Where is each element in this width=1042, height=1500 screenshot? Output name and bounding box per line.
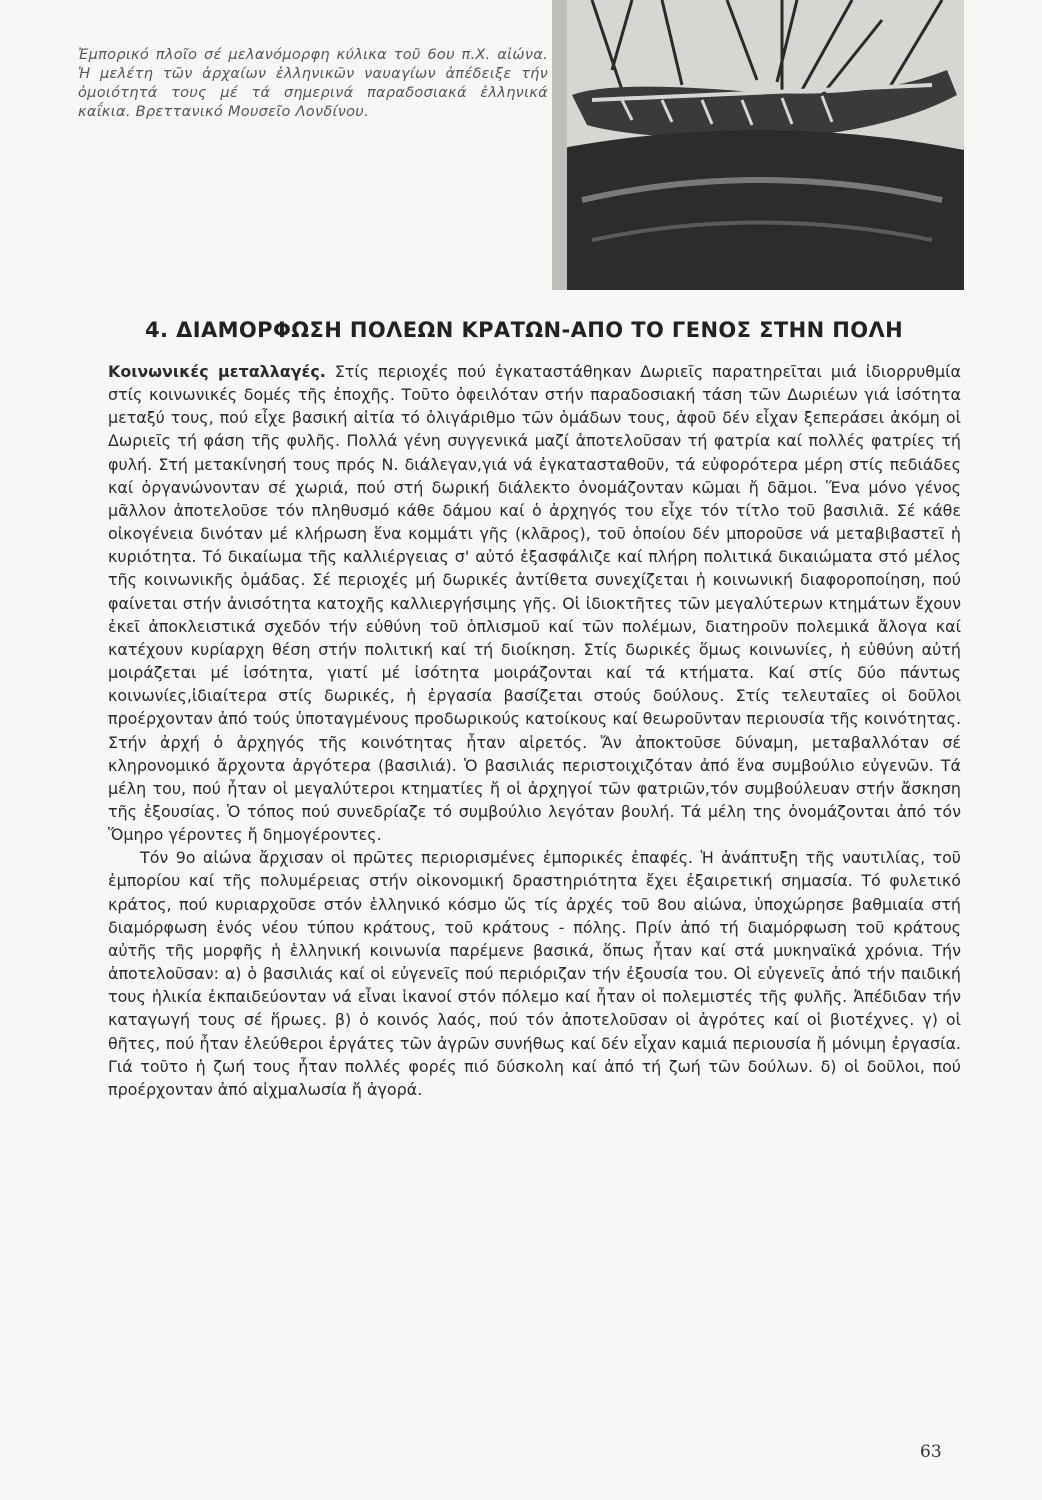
paragraph-lead: Κοινωνικές μεταλλαγές.	[108, 362, 326, 381]
paragraph-2: Τόν 9ο αἰώνα ἄρχισαν οἱ πρῶτες περιορισμένες ἐμπορικές ἐπαφές. Ἡ ἀνάπτυξη τῆς ναυτιλίας, τοῦ ἐμπορίου καί τῆς πολυμέρειας στήν οἰκονομική δραστηριότητα ἔχει ἐξαιρετική σημασία. Τό φυλετικό κράτος, πού κυριαρχοῦσε στόν ἑλληνικό κόσμο ὥς τίς ἀρχές τοῦ 8ου αἰώνα, ὑποχώρησε βαθμιαία στή διαμόρφωση ἑνός νέου τύπου κράτους, τοῦ κράτους - πόλης. Πρίν ἀπό τή διαμόρφωση τοῦ κράτους αὐτῆς τῆς μορφῆς ἡ ἑλληνική κοινωνία παρέμενε βασικά, ὅπως ἦταν καί στά μυκηναϊκά χρόνια. Τήν ἀποτελοῦσαν: α) ὁ βασιλιάς καί οἱ εὐγενεῖς πού περιόριζαν τήν ἐξουσία του. Οἱ εὐγενεῖς ἀπό τήν παιδική τους ἡλικία ἐκπαιδεύονταν νά εἶναι ἱκανοί στόν πόλεμο καί ἦταν οἱ πολεμιστές τῆς φυλῆς. Ἀπέδιδαν τήν καταγωγή τους σέ ἥρωες. β) ὁ κοινός λαός, πού τόν ἀποτελοῦσαν οἱ ἀγρότες καί οἱ βιοτέχνες. γ) οἱ θῆτες, πού ἦταν ἐλεύθεροι ἐργάτες τῶν ἀγρῶν συνήθως καί δέν εἶχαν καμιά περιουσία ἤ μόνιμη ἐργασία. Γιά τοῦτο ἡ ζωή τους ἦταν πολλές φορές πιό δύσκολη καί ἀπό τή ζωή τῶν δούλων. δ) οἱ δοῦλοι, πού προέρχονταν ἀπό αἰχμαλωσία ἤ ἀγορά.	[108, 848, 961, 1099]
ship-kylix-photo	[552, 0, 964, 290]
section-heading: 4. ΔΙΑΜΟΡΦΩΣΗ ΠΟΛΕΩΝ ΚΡΑΤΩΝ-ΑΠΟ ΤΟ ΓΕΝΟΣ ΣΤΗΝ ΠΟΛΗ	[145, 318, 904, 342]
body-text	[108, 360, 961, 1101]
page-number: 63	[920, 1442, 942, 1462]
figure-caption: Ἐμπορικό πλοῖο σέ μελανόμορφη κύλικα τοῦ 6ου π.Χ. αἰώνα. Ἡ μελέτη τῶν ἀρχαίων ἑλληνικῶν ναυαγίων ἀπέδειξε τήν ὁμοιότητά τους μέ τά σημερινά παραδοσιακά ἑλληνικά καΐκια. Βρεττανικό Μουσεῖο Λονδίνου.	[78, 47, 548, 120]
paragraph-1-text: Στίς περιοχές πού ἐγκαταστάθηκαν Δωριεῖς παρατηρεῖται μιά ἰδιορρυθμία στίς κοινωνικές δομές τῆς ἐποχῆς. Τοῦτο ὀφειλόταν στήν παραδοσιακή τάση τῶν Δωριέων γιά ἰσότητα μεταξύ τους, πού εἶχε βασική αἰτία τό ὀλιγάριθμο τῶν ὁμάδων τους, ἀφοῦ δέν εἶχαν ξεπεράσει ἀκόμη οἱ Δωριεῖς τή φάση τῆς φυλῆς. Πολλά γένη συγγενικά μαζί ἀποτελοῦσαν τή φατρία καί πολλές φατρίες τή φυλή. Στή μετακίνησή τους πρός Ν. διάλεγαν,γιά νά ἐγκατασταθοῦν, τά εὐφορότερα μέρη στίς πεδιάδες καί ὀργανώνονταν σέ χωριά, πού στή δωρική διάλεκτο ὀνομάζονταν κῶμαι ἤ δᾶμοι. Ἕνα μόνο γένος μᾶλλον ἀποτελοῦσε τόν πληθυσμό κάθε δάμου καί ὁ ἀρχηγός του εἶχε τόν τίτλο τοῦ βασιλιᾶ. Σέ κάθε οἰκογένεια δινόταν μέ κλήρωση ἕνα κομμάτι γῆς (κλᾶρος), τοῦ ὁποίου δέν μποροῦσε νά μεταβιβαστεῖ ἡ κυριότητα. Τό δικαίωμα τῆς καλλιέργειας σ' αὐτό ἐξασφάλιζε καί πλήρη πολιτικά δικαιώματα στό μέλος τῆς κοινωνικῆς ὁμάδας. Σέ περιοχές μή δωρικές ἀντίθετα συνεχίζεται ἡ κοινωνική διαφοροποίηση, πού φαίνεται στήν ἀνισότητα κατοχῆς καλλιεργήσιμης γῆς. Οἱ ἰδιοκτῆτες τῶν μεγαλύτερων κτημάτων ἔχουν ἐκεῖ ἀποκλειστικά σχεδόν τήν εὐθύνη τοῦ ὁπλισμοῦ καί τῶν πολέμων, διατηροῦν πολεμικά ἄλογα καί κατέχουν κυρίαρχη θέση στήν πολιτική καί τή διοίκηση. Στίς δωρικές ὅμως κοινωνίες, ἡ εὐθύνη αὐτή μοιράζεται μέ ἰσότητα, γιατί μέ ἰσότητα μοιράζονται καί τά κτήματα. Καί στίς δύο πάντως κοινωνίες,ἰδιαίτερα στίς δωρικές, ἡ ἐργασία βασίζεται στούς δούλους. Στίς τελευταῖες οἱ δοῦλοι προέρχονταν ἀπό τούς ὑποταγμένους προδωρικούς κατοίκους καί θεωροῦνταν περιουσία τῆς κοινότητας. Στήν ἀρχή ὁ ἀρχηγός τῆς κοινότητας ἦταν αἱρετός. Ἄν ἀποκτοῦσε δύναμη, μεταβαλλόταν σέ κληρονομικό ἄρχοντα ἀργότερα (βασιλιά). Ὁ βασιλιάς περιστοιχιζόταν ἀπό ἕνα συμβούλιο εὐγενῶν. Τά μέλη του, πού ἦταν οἱ μεγαλύτεροι κτηματίες ἤ οἱ ἀρχηγοί τῶν φατριῶν,τόν συμβούλευαν στήν ἄσκηση τῆς ἐξουσίας. Ὁ τόπος πού συνεδρίαζε τό συμβούλιο λεγόταν βουλή. Τά μέλη της ὀνομάζονται ἀπό τόν Ὅμηρο γέροντες ἤ δημογέροντες.	[108, 362, 961, 845]
paragraph-1	[108, 360, 961, 846]
